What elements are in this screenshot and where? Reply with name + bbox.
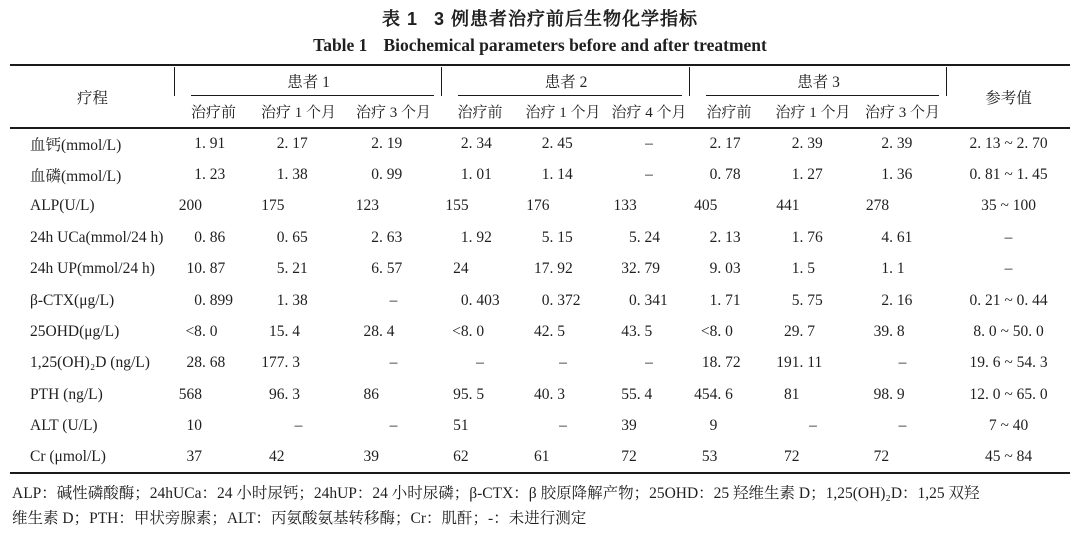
- value-cell: 2 . 13: [709, 228, 741, 246]
- header-p1-month1: 治疗 1 个月: [252, 96, 345, 128]
- value-cell: 53: [701, 448, 718, 466]
- header-p2-month4: 治疗 4 个月: [608, 96, 690, 128]
- value-cell: 1 . 92: [460, 228, 492, 246]
- reference-cell: 2. 13 ~ 2. 70: [969, 135, 1048, 153]
- value-cell: [518, 348, 608, 379]
- value-cell: 5 . 21: [276, 260, 308, 278]
- value-cell: 5 . 24: [628, 228, 660, 246]
- value-cell: 441: [776, 197, 800, 215]
- not-measured-dash: –: [476, 354, 484, 372]
- value-cell: 10: [186, 417, 202, 435]
- value-cell: 0 . 899: [194, 291, 233, 309]
- footnote-line-1: ALP：碱性磷酸酶；24hUCa：24 小时尿钙；24hUP：24 小时尿磷；β-CTX：β 胶原降解产物；25OHD：25 羟维生素 D；1,25(OH)₂D：1,25 双羟: [12, 485, 980, 503]
- value-cell: 32 . 79: [621, 260, 660, 278]
- table-caption-zh-label: 表 1: [381, 9, 418, 29]
- reference-cell: 8. 0 ~ 50. 0: [973, 323, 1044, 341]
- value-cell: 43 . 5: [621, 323, 653, 341]
- header-patient-2: 患者 2: [442, 65, 690, 96]
- value-cell: <8 . 0: [185, 323, 218, 341]
- not-measured-dash: –: [389, 417, 398, 435]
- value-cell: 39: [621, 417, 637, 435]
- value-cell: 191 . 11: [776, 354, 823, 372]
- value-cell: 2 . 63: [371, 228, 403, 246]
- table-caption-en-label: Table 1: [313, 35, 368, 55]
- value-cell: 9 . 03: [709, 260, 741, 278]
- value-cell: [858, 411, 947, 442]
- value-cell: 81: [784, 385, 800, 403]
- value-cell: 37: [186, 448, 202, 466]
- not-measured-dash: –: [645, 135, 653, 153]
- value-cell: [858, 348, 947, 379]
- value-cell: 24: [453, 260, 469, 278]
- row-label: 1,25(OH)₂D (ng/L): [30, 354, 150, 372]
- value-cell: [608, 128, 690, 159]
- value-cell: 39 . 8: [873, 323, 905, 341]
- row-label: 24h UP(mmol/24 h): [30, 260, 155, 278]
- value-cell: 72: [873, 448, 890, 466]
- value-cell: <8 . 0: [452, 323, 485, 341]
- value-cell: 278: [865, 197, 890, 215]
- value-cell: 98 . 9: [873, 385, 905, 403]
- value-cell: 86: [363, 385, 379, 403]
- value-cell: [768, 411, 858, 442]
- value-cell: 2 . 17: [709, 135, 741, 153]
- value-cell: 6 . 57: [371, 260, 403, 278]
- header-patient-3: 患者 3: [690, 65, 947, 96]
- header-p2-month1: 治疗 1 个月: [518, 96, 608, 128]
- reference-cell: 0. 81 ~ 1. 45: [969, 166, 1048, 184]
- value-cell: 42 . 5: [534, 323, 566, 341]
- value-cell: 0 . 78: [709, 166, 741, 184]
- reference-cell: –: [1004, 228, 1013, 246]
- table-caption-zh: [0, 6, 1080, 32]
- value-cell: 568: [178, 385, 202, 403]
- table-caption-en: [0, 32, 1080, 59]
- value-cell: 200: [178, 197, 202, 215]
- value-cell: 0 . 65: [276, 228, 308, 246]
- value-cell: 15 . 4: [269, 323, 301, 341]
- value-cell: 2 . 39: [791, 135, 823, 153]
- table-row: [10, 285, 1070, 316]
- value-cell: 55 . 4: [621, 385, 653, 403]
- value-cell: [345, 411, 442, 442]
- value-cell: 42: [269, 448, 285, 466]
- value-cell: [252, 411, 345, 442]
- table-caption-zh-title: 3 例患者治疗前后生物化学指标: [434, 9, 699, 29]
- value-cell: 10 . 87: [186, 260, 226, 278]
- value-cell: 405: [694, 197, 718, 215]
- not-measured-dash: –: [645, 354, 653, 372]
- value-cell: 1 . 71: [709, 291, 741, 309]
- reference-cell: 0. 21 ~ 0. 44: [969, 291, 1048, 309]
- value-cell: 1 . 91: [194, 135, 226, 153]
- reference-cell: 7 ~ 40: [988, 417, 1029, 435]
- not-measured-dash: –: [294, 417, 303, 435]
- row-label: 血磷(mmol/L): [30, 168, 122, 186]
- biochemical-table: [10, 64, 1070, 474]
- value-cell: 18 . 72: [701, 354, 741, 372]
- value-cell: 0 . 372: [541, 291, 581, 309]
- value-cell: 96 . 3: [269, 385, 301, 403]
- value-cell: 72: [621, 448, 637, 466]
- table-row: [10, 411, 1070, 442]
- value-cell: 29 . 7: [784, 323, 816, 341]
- header-p3-pre: 治疗前: [690, 96, 768, 128]
- value-cell: 454 . 6: [694, 385, 733, 403]
- table-caption-en-title: Biochemical parameters before and after treatment: [383, 35, 767, 55]
- table-row: [10, 379, 1070, 410]
- value-cell: 28 . 4: [363, 323, 395, 341]
- paper-page: [0, 6, 1080, 550]
- value-cell: [345, 348, 442, 379]
- value-cell: 2 . 34: [460, 135, 492, 153]
- header-p3-month3: 治疗 3 个月: [858, 96, 947, 128]
- table-row: [10, 222, 1070, 253]
- value-cell: 0 . 99: [371, 166, 403, 184]
- row-label: ALP(U/L): [30, 197, 95, 215]
- table-row: [10, 191, 1070, 222]
- value-cell: 1 . 76: [791, 228, 823, 246]
- value-cell: 1 . 1: [881, 260, 905, 278]
- value-cell: 1 . 5: [791, 260, 816, 278]
- value-cell: 176: [526, 197, 550, 215]
- table-row: [10, 254, 1070, 285]
- row-label: ALT (U/L): [30, 417, 98, 435]
- header-row-groups: [10, 65, 1070, 96]
- value-cell: 2 . 19: [371, 135, 403, 153]
- value-cell: [608, 348, 690, 379]
- value-cell: 5 . 75: [791, 291, 823, 309]
- table-body: [10, 128, 1070, 473]
- not-measured-dash: –: [898, 417, 907, 435]
- value-cell: 72: [784, 448, 800, 466]
- value-cell: 1 . 38: [276, 291, 308, 309]
- value-cell: 1 . 27: [791, 166, 823, 184]
- value-cell: 4 . 61: [881, 228, 913, 246]
- value-cell: 62: [453, 448, 469, 466]
- not-measured-dash: –: [645, 166, 653, 184]
- value-cell: [345, 285, 442, 316]
- table-row: [10, 348, 1070, 379]
- value-cell: 1 . 14: [541, 166, 573, 184]
- value-cell: [608, 159, 690, 190]
- not-measured-dash: –: [559, 354, 567, 372]
- reference-cell: –: [1004, 260, 1013, 278]
- header-course: 疗程: [10, 65, 175, 128]
- reference-cell: 35 ~ 100: [981, 197, 1036, 215]
- value-cell: 1 . 23: [194, 166, 226, 184]
- table-row: [10, 316, 1070, 347]
- value-cell: 0 . 341: [628, 291, 668, 309]
- value-cell: 0 . 403: [460, 291, 500, 309]
- footnote-line-2: 维生素 D；PTH：甲状旁腺素；ALT：丙氨酸氨基转移酶；Cr：肌酐；-：未进行测定: [12, 510, 587, 528]
- value-cell: 28 . 68: [186, 354, 226, 372]
- value-cell: 2 . 17: [276, 135, 308, 153]
- value-cell: <8 . 0: [700, 323, 733, 341]
- value-cell: 2 . 45: [541, 135, 573, 153]
- value-cell: 1 . 38: [276, 166, 308, 184]
- value-cell: 95 . 5: [453, 385, 485, 403]
- value-cell: 2 . 16: [881, 291, 913, 309]
- not-measured-dash: –: [559, 417, 567, 435]
- value-cell: 155: [445, 197, 469, 215]
- value-cell: 175: [261, 197, 285, 215]
- row-label: β-CTX(μg/L): [30, 291, 115, 309]
- reference-cell: 19. 6 ~ 54. 3: [969, 354, 1048, 372]
- not-measured-dash: –: [389, 354, 398, 372]
- value-cell: 2 . 39: [881, 135, 913, 153]
- value-cell: 40 . 3: [534, 385, 566, 403]
- header-p3-month1: 治疗 1 个月: [768, 96, 858, 128]
- value-cell: 17 . 92: [534, 260, 573, 278]
- not-measured-dash: –: [389, 291, 398, 309]
- value-cell: 61: [534, 448, 550, 466]
- reference-cell: 12. 0 ~ 65. 0: [969, 385, 1048, 403]
- row-label: Cr (μmol/L): [30, 448, 106, 466]
- value-cell: 9: [709, 417, 718, 435]
- value-cell: [518, 411, 608, 442]
- row-label: 血钙(mmol/L): [30, 137, 122, 155]
- row-label: 25OHD(μg/L): [30, 323, 120, 341]
- value-cell: 5 . 15: [541, 228, 573, 246]
- header-p1-pre: 治疗前: [175, 96, 252, 128]
- row-label: PTH (ng/L): [30, 385, 103, 403]
- reference-cell: 45 ~ 84: [984, 448, 1033, 466]
- value-cell: 1 . 36: [881, 166, 913, 184]
- value-cell: 0 . 86: [194, 228, 226, 246]
- header-reference: 参考值: [947, 65, 1070, 128]
- value-cell: 1 . 01: [460, 166, 492, 184]
- value-cell: 51: [453, 417, 469, 435]
- header-p1-month3: 治疗 3 个月: [345, 96, 442, 128]
- row-label: 24h UCa(mmol/24 h): [30, 228, 164, 246]
- table-row: [10, 442, 1070, 473]
- not-measured-dash: –: [809, 417, 817, 435]
- header-p2-pre: 治疗前: [442, 96, 518, 128]
- table-row: [10, 159, 1070, 190]
- value-cell: [442, 348, 518, 379]
- value-cell: 177 . 3: [261, 354, 301, 372]
- value-cell: 133: [613, 197, 637, 215]
- table-row: [10, 128, 1070, 159]
- value-cell: 123: [355, 197, 379, 215]
- header-patient-1: 患者 1: [175, 65, 442, 96]
- table-footnote: [12, 481, 1068, 531]
- not-measured-dash: –: [898, 354, 907, 372]
- value-cell: 39: [363, 448, 379, 466]
